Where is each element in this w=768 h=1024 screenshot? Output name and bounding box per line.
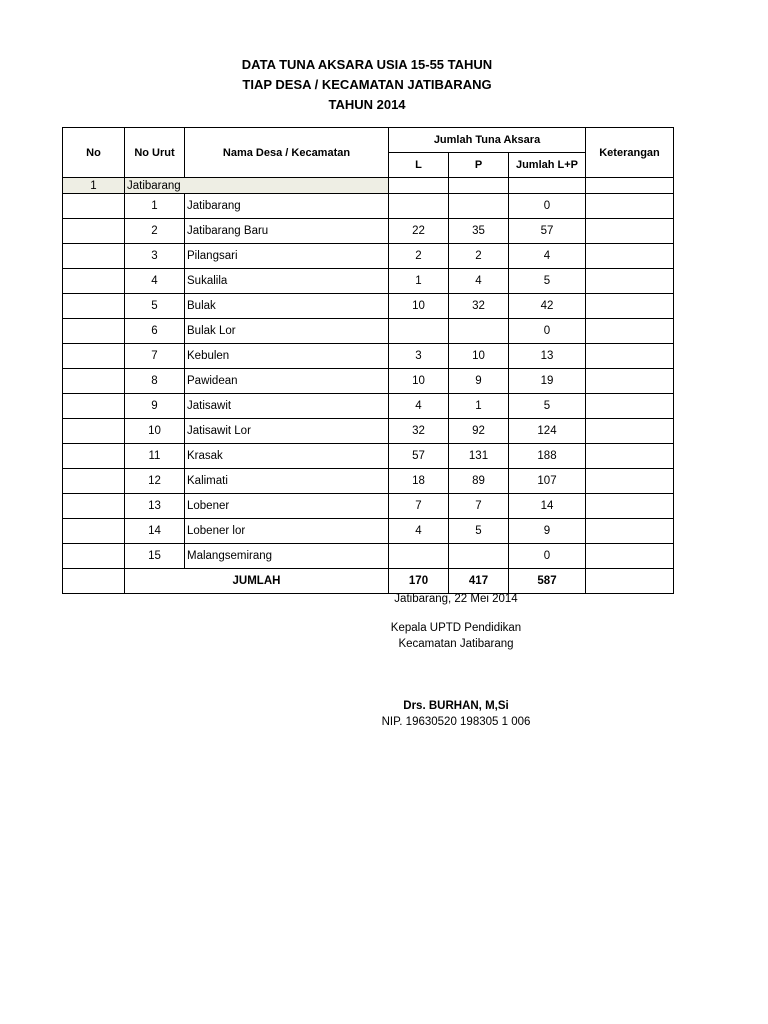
cell-desa: Pilangsari <box>185 244 389 269</box>
kecamatan-ket <box>586 178 674 194</box>
cell-no-urut: 12 <box>125 469 185 494</box>
cell-no-urut: 7 <box>125 344 185 369</box>
kecamatan-p <box>449 178 509 194</box>
table-row <box>63 394 674 419</box>
cell-keterangan <box>586 294 674 319</box>
cell-p: 131 <box>449 444 509 469</box>
cell-desa: Jatisawit Lor <box>185 419 389 444</box>
kecamatan-row <box>63 178 674 194</box>
cell-desa: Jatisawit <box>185 394 389 419</box>
cell-no-urut: 2 <box>125 219 185 244</box>
cell-desa: Lobener lor <box>185 519 389 544</box>
cell-l: 10 <box>389 369 449 394</box>
header-jumlah-tuna-aksara: Jumlah Tuna Aksara <box>389 128 586 153</box>
cell-l: 2 <box>389 244 449 269</box>
total-row <box>63 569 674 594</box>
cell-p: 1 <box>449 394 509 419</box>
kecamatan-l <box>389 178 449 194</box>
cell-keterangan <box>586 494 674 519</box>
cell-no-urut: 4 <box>125 269 185 294</box>
table-row <box>63 419 674 444</box>
table-row <box>63 244 674 269</box>
cell-total: 0 <box>509 544 586 569</box>
cell-l: 3 <box>389 344 449 369</box>
cell-desa: Bulak Lor <box>185 319 389 344</box>
cell-keterangan <box>586 269 674 294</box>
literacy-table <box>62 127 674 594</box>
cell-keterangan <box>586 544 674 569</box>
table-row <box>63 194 674 219</box>
cell-total: 188 <box>509 444 586 469</box>
cell-keterangan <box>586 419 674 444</box>
cell-no-urut: 11 <box>125 444 185 469</box>
cell-p: 32 <box>449 294 509 319</box>
cell-l: 4 <box>389 519 449 544</box>
header-p: P <box>449 153 509 178</box>
cell-keterangan <box>586 244 674 269</box>
cell-keterangan <box>586 194 674 219</box>
cell-total: 42 <box>509 294 586 319</box>
cell-keterangan <box>586 219 674 244</box>
cell-no <box>63 519 125 544</box>
position-line-2: Kecamatan Jatibarang <box>398 638 514 650</box>
cell-p <box>449 194 509 219</box>
cell-p: 35 <box>449 219 509 244</box>
header-keterangan: Keterangan <box>586 128 674 178</box>
table-row <box>63 319 674 344</box>
cell-p: 9 <box>449 369 509 394</box>
cell-desa: Kalimati <box>185 469 389 494</box>
cell-l: 22 <box>389 219 449 244</box>
cell-no <box>63 219 125 244</box>
title-line-1: DATA TUNA AKSARA USIA 15-55 TAHUN <box>241 57 493 72</box>
cell-no <box>63 194 125 219</box>
signature-block <box>356 591 556 730</box>
cell-total: 19 <box>509 369 586 394</box>
cell-no-urut: 5 <box>125 294 185 319</box>
cell-desa: Jatibarang <box>185 194 389 219</box>
cell-l: 1 <box>389 269 449 294</box>
cell-desa: Jatibarang Baru <box>185 219 389 244</box>
cell-desa: Krasak <box>185 444 389 469</box>
cell-total: 14 <box>509 494 586 519</box>
header-nama-desa: Nama Desa / Kecamatan <box>185 128 389 178</box>
cell-total: 13 <box>509 344 586 369</box>
cell-keterangan <box>586 519 674 544</box>
cell-l: 10 <box>389 294 449 319</box>
cell-no <box>63 494 125 519</box>
cell-p: 10 <box>449 344 509 369</box>
cell-l: 32 <box>389 419 449 444</box>
cell-no-urut: 14 <box>125 519 185 544</box>
position-line-1: Kepala UPTD Pendidikan <box>390 622 522 634</box>
cell-total: 0 <box>509 319 586 344</box>
cell-total: 5 <box>509 269 586 294</box>
cell-keterangan <box>586 469 674 494</box>
cell-p: 2 <box>449 244 509 269</box>
cell-total: 124 <box>509 419 586 444</box>
title-line-2: TIAP DESA / KECAMATAN JATIBARANG <box>242 77 492 92</box>
kecamatan-name: Jatibarang <box>125 178 389 194</box>
cell-no <box>63 369 125 394</box>
table-row <box>63 269 674 294</box>
table-row <box>63 544 674 569</box>
cell-no <box>63 444 125 469</box>
cell-no <box>63 244 125 269</box>
table-row <box>63 519 674 544</box>
header-no-urut: No Urut <box>125 128 185 178</box>
cell-l <box>389 544 449 569</box>
cell-desa: Sukalila <box>185 269 389 294</box>
cell-l <box>389 319 449 344</box>
cell-p <box>449 319 509 344</box>
cell-no <box>63 319 125 344</box>
cell-no <box>63 469 125 494</box>
total-label: JUMLAH <box>125 569 389 594</box>
cell-keterangan <box>586 319 674 344</box>
kecamatan-lp <box>509 178 586 194</box>
cell-p: 89 <box>449 469 509 494</box>
signatory-name: Drs. BURHAN, M,Si <box>403 700 509 712</box>
cell-keterangan <box>586 369 674 394</box>
table-row <box>63 344 674 369</box>
total-keterangan <box>586 569 674 594</box>
cell-no-urut: 15 <box>125 544 185 569</box>
cell-no <box>63 294 125 319</box>
cell-no <box>63 344 125 369</box>
cell-p: 7 <box>449 494 509 519</box>
header-no: No <box>63 128 125 178</box>
cell-l: 57 <box>389 444 449 469</box>
cell-keterangan <box>586 444 674 469</box>
cell-no <box>63 544 125 569</box>
cell-no <box>63 269 125 294</box>
cell-desa: Kebulen <box>185 344 389 369</box>
cell-total: 5 <box>509 394 586 419</box>
title-line-3: TAHUN 2014 <box>328 97 406 112</box>
cell-p: 5 <box>449 519 509 544</box>
cell-no-urut: 6 <box>125 319 185 344</box>
cell-l: 7 <box>389 494 449 519</box>
total-lp: 587 <box>509 569 586 594</box>
cell-desa: Pawidean <box>185 369 389 394</box>
table-row <box>63 469 674 494</box>
cell-total: 107 <box>509 469 586 494</box>
cell-total: 57 <box>509 219 586 244</box>
cell-no-urut: 10 <box>125 419 185 444</box>
cell-total: 0 <box>509 194 586 219</box>
cell-p <box>449 544 509 569</box>
cell-p: 92 <box>449 419 509 444</box>
header-l: L <box>389 153 449 178</box>
cell-desa: Malangsemirang <box>185 544 389 569</box>
cell-no-urut: 1 <box>125 194 185 219</box>
signatory-nip: NIP. 19630520 198305 1 006 <box>381 716 531 728</box>
table-row <box>63 294 674 319</box>
total-l: 170 <box>389 569 449 594</box>
table-row <box>63 369 674 394</box>
cell-l: 4 <box>389 394 449 419</box>
cell-l <box>389 194 449 219</box>
cell-no-urut: 8 <box>125 369 185 394</box>
cell-keterangan <box>586 394 674 419</box>
cell-total: 9 <box>509 519 586 544</box>
total-p: 417 <box>449 569 509 594</box>
document-title <box>0 55 734 115</box>
table-row <box>63 444 674 469</box>
cell-total: 4 <box>509 244 586 269</box>
total-no <box>63 569 125 594</box>
cell-p: 4 <box>449 269 509 294</box>
cell-no <box>63 394 125 419</box>
cell-l: 18 <box>389 469 449 494</box>
cell-no <box>63 419 125 444</box>
kecamatan-no: 1 <box>63 178 125 194</box>
cell-no-urut: 13 <box>125 494 185 519</box>
cell-no-urut: 9 <box>125 394 185 419</box>
cell-no-urut: 3 <box>125 244 185 269</box>
table-row <box>63 494 674 519</box>
header-jumlah-lp: Jumlah L+P <box>509 153 586 178</box>
cell-desa: Lobener <box>185 494 389 519</box>
cell-keterangan <box>586 344 674 369</box>
place-date: Jatibarang, 22 Mei 2014 <box>394 593 518 605</box>
table-row <box>63 219 674 244</box>
cell-desa: Bulak <box>185 294 389 319</box>
